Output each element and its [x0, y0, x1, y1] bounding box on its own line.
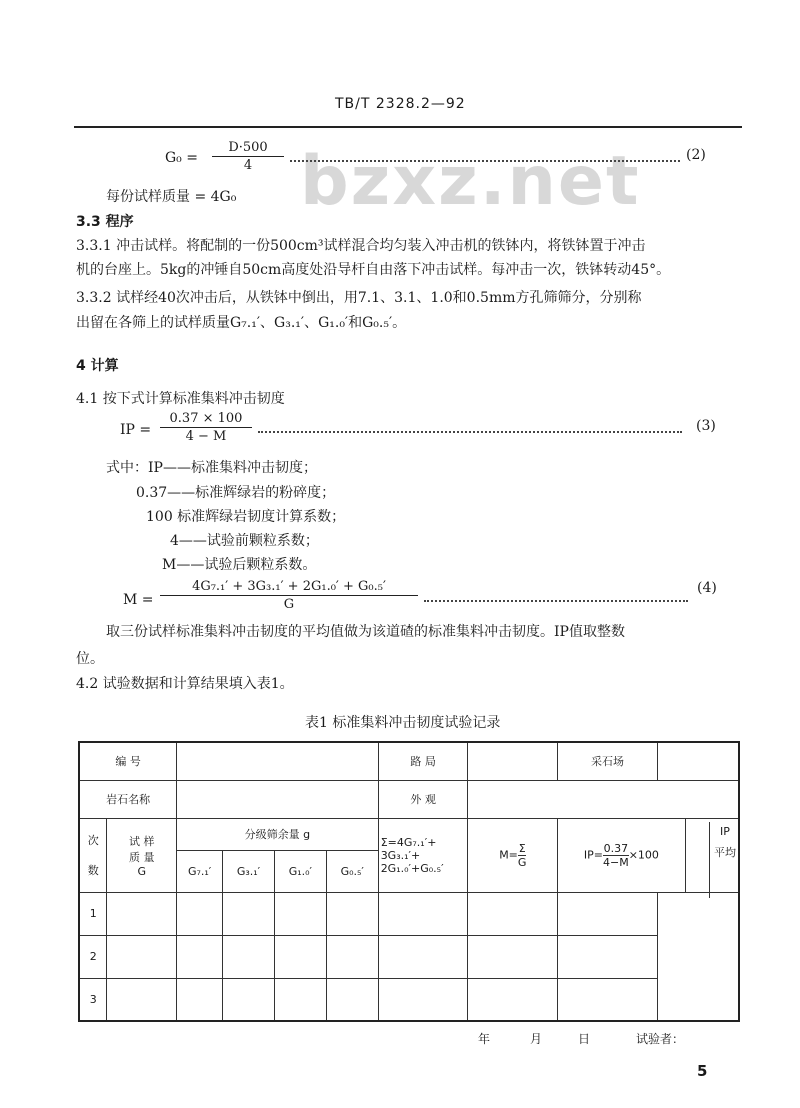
formula4-lhs: M = [123, 592, 154, 608]
formula4-leader [424, 600, 688, 602]
formula2-number: (2) [686, 147, 706, 163]
header-sample: 试 样 [129, 834, 155, 848]
table-row-id [79, 742, 739, 780]
formula3-numerator: 0.37 × 100 [160, 411, 252, 428]
header-count [79, 818, 107, 892]
header-ip-num: 0.37 [603, 841, 629, 855]
row-number: 3 [79, 978, 107, 1021]
formula3-lhs: IP = [120, 422, 152, 438]
watermark: bzxz.net [300, 142, 641, 221]
table-row [79, 935, 739, 978]
section-4-1-title: 4.1 按下式计算标准集料冲击韧度 [76, 391, 285, 407]
header-ip-label: IP [720, 825, 730, 838]
header-sigma-l1: Σ=4G₇.₁′+ [380, 835, 437, 849]
formula2-fraction [212, 140, 284, 173]
section-3-3-title: 3.3 程序 [76, 214, 134, 230]
where-intro: 式中：IP——标准集料冲击韧度； [106, 460, 317, 476]
section-3-3-2-line1: 3.3.2 试样经40次冲击后，从铁钵中倒出，用7.1、3.1、1.0和0.5mm方孔筛筛分，分别称 [76, 290, 642, 306]
formula3-number: (3) [696, 418, 716, 434]
label-serial: 编 号 [79, 742, 177, 780]
page-number: 5 [697, 1062, 708, 1080]
formula2-leader [290, 160, 680, 162]
ip-average-cell [657, 892, 739, 1021]
table-caption: 表1 标准集料冲击韧度试验记录 [305, 715, 501, 731]
formula3-denominator: 4 − M [185, 429, 227, 444]
header-ip-tail: ×100 [628, 848, 659, 861]
section-3-3-2-line2: 出留在各筛上的试样质量G₇.₁′、G₃.₁′、G₁.₀′和G₀.₅′。 [76, 315, 407, 331]
header-rule [74, 126, 742, 128]
header-g05: G₀.₅′ [326, 850, 378, 892]
section-4-2-text: 4.2 试验数据和计算结果填入表1。 [76, 676, 294, 692]
value-rock-name [177, 780, 379, 818]
formula4-denominator: G [283, 597, 295, 612]
label-appearance: 外 观 [378, 780, 468, 818]
value-quarry [657, 742, 739, 780]
header-g: G [137, 864, 147, 878]
sample-mass: 每份试样质量 = 4G₀ [106, 189, 237, 205]
header-g31: G₃.₁′ [223, 850, 275, 892]
header-sample-mass [107, 818, 177, 892]
formula3-leader [258, 431, 682, 433]
footer-month: 月 [530, 1032, 543, 1046]
header-ip-den: 4−M [603, 855, 629, 869]
header-average-label: 平均 [714, 846, 736, 859]
where-line4: 4——试验前颗粒系数； [170, 533, 319, 549]
section-4-title: 4 计算 [76, 358, 119, 374]
formula2-denominator: 4 [243, 158, 253, 173]
label-quarry: 采石场 [558, 742, 658, 780]
footer-day: 日 [578, 1032, 591, 1046]
header-m [468, 818, 558, 892]
header-mass: 质 量 [129, 850, 155, 864]
header-m-lhs: M= [499, 848, 518, 861]
header-ip-divider [709, 822, 710, 898]
header-ip-average [712, 825, 738, 860]
header-m-frac [518, 842, 527, 869]
header-ip-formula [558, 818, 686, 892]
header-m-den: G [517, 855, 527, 869]
average-para-line2: 位。 [76, 651, 104, 667]
where-line2: 0.37——标准辉绿岩的粉碎度； [136, 485, 336, 501]
footer-year: 年 [478, 1032, 491, 1046]
value-appearance [468, 780, 739, 818]
formula4-fraction [160, 579, 418, 612]
header-sieve-residue: 分级筛余量 g [177, 818, 379, 850]
formula2-numerator: D·500 [212, 140, 284, 157]
average-para-line1: 取三份试样标准集料冲击韧度的平均值做为该道碴的标准集料冲击韧度。IP值取整数 [106, 624, 625, 640]
where-line3: 100 标准辉绿岩韧度计算系数； [146, 509, 346, 525]
footer-tester: 试验者： [636, 1032, 685, 1046]
formula4-number: (4) [697, 580, 717, 596]
label-rock-name: 岩石名称 [79, 780, 177, 818]
row-number: 1 [79, 892, 107, 935]
table-header-row1 [79, 818, 739, 850]
header-count-shu: 数 [87, 864, 99, 877]
standard-code: TB/T 2328.2—92 [335, 96, 466, 112]
table-row [79, 978, 739, 1021]
header-g10: G₁.₀′ [274, 850, 326, 892]
section-3-3-1-line1: 3.3.1 冲击试样。将配制的一份500cm³试样混合均匀装入冲击机的铁钵内，将铁钵置于冲击 [76, 238, 646, 254]
section-3-3-1-line2: 机的台座上。5kg的冲锤自50cm高度处沿导杆自由落下冲击试样。每冲击一次，铁钵转动45°。 [76, 262, 671, 278]
value-serial [177, 742, 379, 780]
header-sigma-l2: 3G₃.₁′+ [380, 848, 421, 862]
header-count-ci: 次 [87, 834, 99, 847]
header-sigma-l3: 2G₁.₀′+G₀.₅′ [380, 861, 444, 875]
header-g71: G₇.₁′ [177, 850, 223, 892]
row-number: 2 [79, 935, 107, 978]
value-railway-bureau [468, 742, 558, 780]
formula2-lhs: G₀ = [165, 150, 198, 166]
table-row [79, 892, 739, 935]
header-m-num: Σ [518, 841, 526, 855]
header-sigma [378, 818, 468, 892]
table-row-rock [79, 780, 739, 818]
header-ip-frac [603, 842, 629, 869]
label-railway-bureau: 路 局 [378, 742, 468, 780]
where-line5: M——试验后颗粒系数。 [162, 557, 317, 573]
test-record-table [78, 741, 740, 1022]
header-ip-lhs: IP= [583, 848, 603, 861]
formula3-fraction [160, 411, 252, 444]
formula4-numerator: 4G₇.₁′ + 3G₃.₁′ + 2G₁.₀′ + G₀.₅′ [160, 579, 418, 596]
